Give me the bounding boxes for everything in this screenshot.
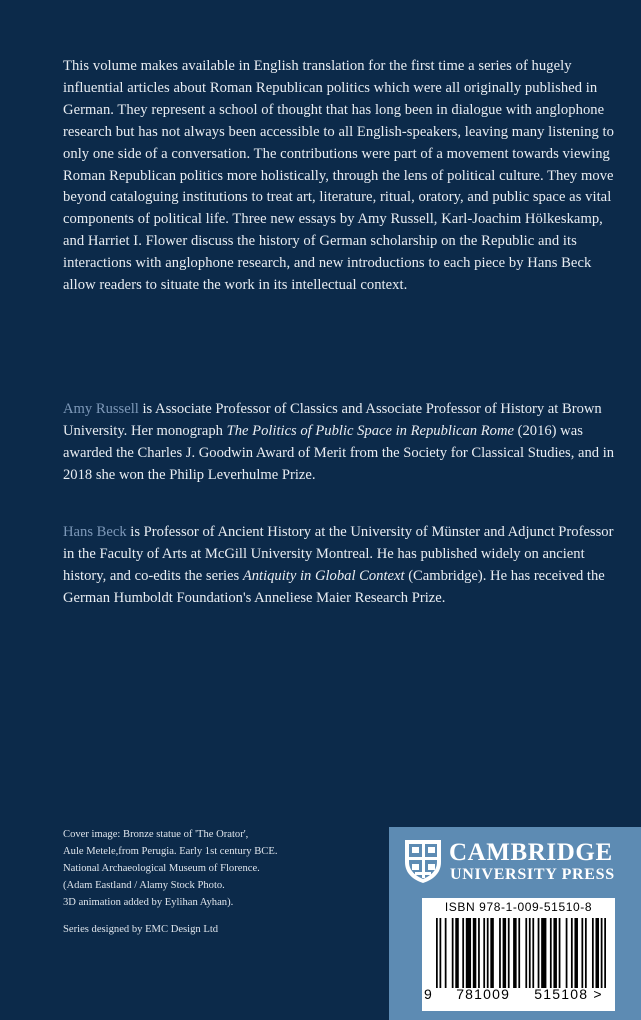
author-name: Amy Russell	[63, 401, 139, 417]
bio-text: (2016) was awarded the Charles J. Goodwin Award of Merit from the Society for Classical Studies, and in 2018 she won the Philip Leverhulme Prize.	[63, 422, 615, 483]
publisher-name-line2: UNIVERSITY PRESS	[450, 865, 615, 883]
credit-line: (Adam Eastland / Alamy Stock Photo.	[63, 880, 225, 892]
isbn-label: ISBN 978-1-009-51510-8	[444, 900, 593, 914]
author-bio-russell	[63, 399, 615, 487]
credit-line: National Archaeological Museum of Florence.	[63, 863, 260, 875]
credit-line: Aule Metele,from Perugia. Early 1st century BCE.	[63, 846, 278, 858]
publisher-panel	[389, 827, 641, 1020]
barcode-group-2: 515108	[534, 986, 589, 1002]
series-design-credit: Series designed by EMC Design Ltd	[63, 924, 219, 935]
publisher-logo	[403, 838, 615, 884]
book-description: This volume makes available in English translation for the first time a series of hugely influential articles about Roman Republican politics which were all originally published in German. They represent a school of thought that has long been in dialogue with anglophone research but has not always been accessible to all English-speakers, leaving many listening to only one side of a conversation. The contributions were part of a movement towards viewing Roman Republican politics more holistically, through the lens of political culture. They move beyond cataloguing institutions to treat art, literature, ritual, oratory, and public space as vital components of political life. Three new essays by Amy Russell, Karl-Joachim Hölkeskamp, and Harriet I. Flower discuss the history of German scholarship on the Republic and its interactions with anglophone research, and new introductions to each piece by Hans Beck allow readers to situate the work in its intellectual context.	[63, 58, 614, 294]
credit-line: 3D animation added by Eylihan Ayhan).	[63, 897, 234, 909]
bio-text: is Associate Professor of Classics and Associate Professor of History at Brown University. Her monograph	[63, 401, 602, 439]
publisher-name-line1: CAMBRIDGE	[449, 838, 613, 866]
credit-line: Cover image: Bronze statue of 'The Orator',	[63, 829, 249, 840]
barcode-group-1: 781009	[456, 986, 511, 1002]
cambridge-crest-icon	[403, 838, 443, 884]
publisher-name	[449, 839, 615, 884]
author-name: Hans Beck	[63, 524, 127, 540]
barcode-lead-digit: 9	[424, 986, 433, 1002]
bio-text: is Professor of Ancient History at the University of Münster and Adjunct Professor in the Faculty of Arts at McGill University Montreal. He has published widely on ancient history, and co-edits the series	[63, 524, 614, 584]
author-bio-beck	[63, 522, 615, 610]
barcode-tail: >	[593, 986, 603, 1002]
series-title: Antiquity in Global Context	[242, 567, 405, 584]
barcode-digits	[424, 986, 614, 1002]
cover-credits	[63, 826, 363, 911]
bio-text: (Cambridge). He has received the German Humboldt Foundation's Anneliese Maier Research Prize.	[63, 567, 605, 606]
barcode-bars	[436, 918, 606, 988]
monograph-title: The Politics of Public Space in Republican Rome	[226, 422, 514, 439]
isbn-barcode	[422, 898, 615, 1011]
